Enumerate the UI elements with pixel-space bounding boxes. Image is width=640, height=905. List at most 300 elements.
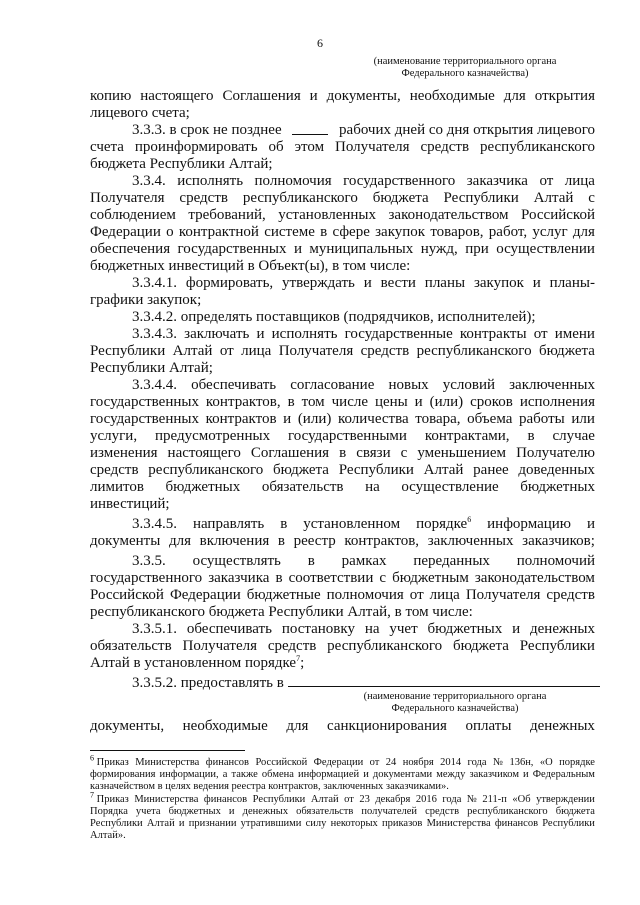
word: обмена: [261, 769, 294, 780]
word: силу: [305, 818, 327, 829]
word: предусмотренных: [154, 428, 271, 444]
word: документы: [90, 533, 161, 549]
word: заказчиком: [469, 769, 519, 780]
word: исполнять: [271, 326, 338, 342]
text-line: [90, 190, 595, 207]
word: реестр: [293, 533, 336, 549]
word: также: [231, 769, 258, 780]
word: Республики: [443, 190, 519, 206]
text-line: [90, 587, 595, 604]
word: бюджетных: [168, 806, 221, 817]
word: Алтай: [146, 818, 175, 829]
word: Российской: [521, 207, 595, 223]
page-number: 6: [317, 36, 323, 50]
word: согласование: [290, 377, 375, 393]
word: получателей: [361, 806, 418, 817]
word: и: [228, 806, 235, 817]
word: финансов: [494, 818, 539, 829]
word: порядке: [559, 757, 595, 768]
word: работ,: [488, 224, 528, 240]
text-line: [132, 674, 595, 692]
word: Федерации: [90, 224, 161, 240]
word: Министерства: [134, 794, 199, 805]
word: информации,: [159, 769, 219, 780]
word: Министерства: [426, 818, 491, 829]
word: порядке: [416, 516, 468, 532]
word: товаров,: [430, 224, 484, 240]
caption-line: Федерального казначейства): [401, 68, 529, 79]
word: и: [532, 275, 541, 291]
word: и: [363, 275, 372, 291]
word: доведенных: [518, 462, 595, 478]
word: с: [400, 445, 408, 461]
word: 211-п: [482, 794, 507, 805]
clause-3-3-3-end: рабочих дней со дня открытия лицевого: [339, 122, 595, 138]
word: Соглашения: [250, 445, 330, 461]
text-line: бюджета Республики Алтай;: [90, 156, 273, 172]
word: года: [442, 794, 462, 805]
word: лица: [429, 587, 460, 603]
word: переданных: [413, 553, 490, 569]
word: средств: [360, 343, 410, 359]
word: и: [363, 769, 369, 780]
word: счета: [90, 139, 124, 155]
word: средств: [179, 190, 228, 206]
word: о: [166, 224, 174, 240]
word: обеспечения: [90, 241, 171, 257]
word: с: [379, 570, 387, 586]
word: Республики: [338, 462, 414, 478]
word: настоящего: [167, 445, 241, 461]
word: и: [283, 411, 292, 427]
text-line: лицевого счета;: [90, 105, 190, 121]
text-line: [132, 621, 595, 638]
word: республиканского: [467, 806, 548, 817]
word: настоящего: [140, 88, 214, 104]
text-line: [90, 655, 595, 672]
word: и: [414, 394, 423, 410]
word: Алтай: [423, 462, 464, 478]
footnote-7-line: [90, 806, 595, 818]
word: Получателя: [465, 587, 541, 603]
word: услуги,: [90, 428, 138, 444]
word: обеспечивать: [191, 377, 277, 393]
word: открытия: [534, 88, 595, 104]
text-line: [90, 570, 595, 587]
word: средств: [267, 638, 317, 654]
word: бюджетных: [427, 621, 503, 637]
text-line: бюджетных инвестиций в Объект(ы), в том числе:: [90, 258, 411, 274]
footnote-ref-7: 7: [296, 654, 301, 663]
word: и: [256, 326, 265, 342]
word: осуществление: [401, 479, 499, 495]
word: заключать: [184, 326, 250, 342]
word: установленном: [303, 516, 401, 532]
word: Алтай в установленном порядке: [90, 655, 297, 671]
word: денежных: [242, 806, 289, 817]
word: денежных: [529, 718, 595, 734]
word: Федерации: [313, 757, 364, 768]
text-line: [132, 377, 595, 394]
text-line: [90, 428, 595, 445]
word: нужд,: [420, 241, 458, 257]
text-line: [90, 394, 595, 411]
word: формировать,: [185, 275, 274, 291]
word: законодательством: [474, 570, 595, 586]
word: информацией: [297, 769, 360, 780]
word: контрактами,: [424, 428, 510, 444]
word: государственных: [177, 241, 287, 257]
word: Российской: [90, 587, 164, 603]
word: документами: [372, 769, 433, 780]
word: заключенных: [509, 377, 595, 393]
word: года: [467, 757, 487, 768]
word: Федерации: [169, 587, 241, 603]
word: денежных: [530, 621, 595, 637]
word: закупок: [375, 224, 426, 240]
word: информацию: [487, 516, 571, 532]
word: «О: [539, 757, 553, 768]
word: Приказ: [96, 757, 129, 768]
word: между: [436, 769, 466, 780]
word: Республики: [90, 818, 143, 829]
word: новых: [388, 377, 429, 393]
word: государственными: [287, 428, 407, 444]
footnote-7-line: [90, 818, 595, 830]
word: осуществлении: [496, 241, 595, 257]
word: имени: [554, 326, 595, 342]
word: лимитов: [90, 479, 144, 495]
word: законодательством: [388, 207, 509, 223]
text-line: [132, 326, 595, 343]
word: (или): [429, 394, 464, 410]
footnote-7-first: [90, 790, 129, 806]
footnote-divider: [90, 750, 245, 751]
word: бюджетным: [392, 570, 469, 586]
word: учета: [135, 806, 161, 817]
text-line: 3.3.4.2. определять поставщиков (подрядчиков, исполнителей);: [132, 309, 536, 325]
word: средств: [420, 139, 470, 155]
word: государственных: [90, 394, 199, 410]
footnote-6-line: [90, 769, 595, 781]
word: планы: [424, 275, 466, 291]
word: в: [339, 445, 347, 461]
word: утверждении: [536, 794, 595, 805]
word: Приказ: [96, 794, 129, 805]
word: для: [503, 88, 526, 104]
word: 3.3.4.: [132, 173, 166, 189]
word: 3.3.4.4.: [132, 377, 177, 393]
word: соблюдением: [90, 207, 176, 223]
text-line: графики закупок;: [90, 292, 202, 308]
word: бюджета: [538, 343, 595, 359]
word: Республики: [519, 638, 595, 654]
word: бюджета: [555, 806, 595, 817]
word: требований,: [188, 207, 266, 223]
word: вести: [380, 275, 416, 291]
caption-line: (наименование территориального органа: [363, 691, 547, 702]
word: в: [277, 533, 285, 549]
word: от: [219, 343, 234, 359]
word: средств: [425, 806, 460, 817]
caption-territorial-body-mid: [330, 691, 580, 715]
word: бюджета: [273, 462, 329, 478]
word: республиканского: [148, 462, 264, 478]
word: 23: [359, 794, 370, 805]
word: признании: [188, 818, 237, 829]
text-line: [132, 275, 595, 292]
word: Федеральным: [532, 769, 595, 780]
word: №: [466, 794, 477, 805]
text-line: республиканского бюджета Республики Алтай, в том числе:: [90, 604, 473, 620]
word: заказчика: [208, 570, 270, 586]
word: заказчика: [466, 173, 528, 189]
word-with-footnote: [416, 516, 471, 533]
word: №: [492, 757, 503, 768]
word: включения: [199, 533, 270, 549]
word: для: [168, 533, 191, 549]
word: приказов: [381, 818, 423, 829]
word: декабря: [375, 794, 411, 805]
word: республиканского: [479, 139, 595, 155]
word: закупок: [473, 275, 524, 291]
word: на: [364, 621, 380, 637]
word: а: [222, 769, 228, 780]
word: и: [586, 516, 595, 532]
footnote-7-line: [90, 790, 595, 806]
word: (или): [297, 411, 332, 427]
word: республиканского: [416, 343, 532, 359]
word: 3.3.5.1.: [132, 621, 177, 637]
text-line: [132, 173, 595, 190]
word: услуг: [532, 224, 568, 240]
word: планы-: [549, 275, 595, 291]
word: системе: [264, 224, 315, 240]
word: Получателю: [516, 445, 595, 461]
word: от: [344, 794, 354, 805]
word: Порядка: [90, 806, 128, 817]
footnote-marker-7: 7: [90, 790, 94, 800]
word: соответствии: [288, 570, 374, 586]
word: на: [365, 479, 380, 495]
text-line: [90, 462, 595, 479]
word: Соглашения: [222, 88, 301, 104]
word: бюджета: [452, 638, 509, 654]
caption-territorial-body-top: [360, 56, 570, 80]
word: в: [307, 553, 315, 569]
word: Получателя: [278, 343, 354, 359]
word: 3.3.4.3.: [132, 326, 177, 342]
word: условий: [442, 377, 496, 393]
text-line: [90, 479, 595, 496]
word: копию: [90, 88, 132, 104]
word: средств: [546, 587, 595, 603]
word: проинформировать: [134, 139, 258, 155]
word: осуществлять: [192, 553, 281, 569]
word: обеспечивать: [186, 621, 272, 637]
word: обязательств: [296, 806, 354, 817]
word: от: [539, 173, 554, 189]
blank-territorial-body-field: [288, 674, 600, 687]
word: документы,: [90, 718, 165, 734]
word: ноября: [402, 757, 434, 768]
word: обязательств: [90, 638, 172, 654]
word: в: [280, 516, 288, 532]
footnote-7-line: Алтай».: [90, 830, 126, 841]
word: контрактов: [205, 411, 277, 427]
word: Республики: [90, 343, 166, 359]
text-line: [90, 241, 595, 258]
word: контрактной: [178, 224, 259, 240]
word: лица: [564, 173, 595, 189]
word: для: [286, 718, 309, 734]
word: или: [571, 411, 595, 427]
word: государственного: [90, 570, 203, 586]
footnote-ref-6: 6: [467, 515, 472, 524]
text-line: инвестиций;: [90, 496, 170, 512]
word: бюджетных: [165, 479, 241, 495]
word: Российской: [255, 757, 308, 768]
word: утверждать: [282, 275, 355, 291]
word: работы: [519, 411, 565, 427]
word: рамках: [341, 553, 387, 569]
word: формирования: [90, 769, 156, 780]
word: цены: [374, 394, 408, 410]
text-line: [90, 224, 595, 241]
word: бюджетных: [520, 479, 595, 495]
text-line: [90, 139, 595, 156]
word: финансов: [203, 794, 248, 805]
word: и: [293, 241, 302, 257]
word: контрактов,: [344, 533, 420, 549]
word: связи: [356, 445, 391, 461]
word: оплаты: [465, 718, 512, 734]
word: исполнять: [177, 173, 244, 189]
word: количества: [337, 411, 409, 427]
word: заказчиков;: [522, 533, 595, 549]
text-line: [132, 553, 595, 570]
word: от: [533, 326, 548, 342]
caption-line: Федерального казначейства): [391, 703, 519, 714]
word: в: [287, 394, 295, 410]
clause-3-3-5-2: 3.3.5.2. предоставлять в: [132, 675, 284, 691]
text-line: [90, 343, 595, 360]
text-line: [90, 638, 595, 655]
word: уменьшением: [417, 445, 507, 461]
word: направлять: [192, 516, 265, 532]
word: некоторых: [330, 818, 378, 829]
word: с: [588, 190, 595, 206]
word: «Об: [512, 794, 531, 805]
word: контрактов,: [205, 394, 281, 410]
word: и: [309, 88, 318, 104]
word: изменения: [90, 445, 158, 461]
blank-days-field: [292, 122, 328, 135]
word: государственные: [344, 326, 453, 342]
text-line: [132, 516, 595, 533]
word: ранее: [473, 462, 509, 478]
text-line: [90, 718, 595, 735]
word: заключенных: [427, 533, 514, 549]
text-line: [90, 533, 595, 550]
word: этом: [294, 139, 325, 155]
word: том: [301, 394, 325, 410]
text-line: [132, 122, 595, 139]
caption-line: (наименование территориального органа: [373, 56, 557, 67]
word: для: [572, 224, 595, 240]
word: 3.3.4.5.: [132, 516, 177, 532]
word: необходимые: [182, 718, 268, 734]
word: объема: [467, 411, 513, 427]
word: товара,: [415, 411, 461, 427]
word: санкционирования: [326, 718, 447, 734]
word: в: [320, 224, 328, 240]
word: государственного: [343, 173, 456, 189]
word: Республики: [252, 794, 306, 805]
word: утратившими: [240, 818, 302, 829]
punct: ;: [300, 655, 305, 671]
word: установленных: [278, 207, 376, 223]
word: учет: [389, 621, 418, 637]
word: полномочия: [254, 173, 332, 189]
word: Алтай: [310, 794, 339, 805]
word: контракты: [459, 326, 527, 342]
word: в: [527, 428, 535, 444]
text-line: [90, 445, 595, 462]
text-line: [90, 88, 595, 105]
word: от: [369, 757, 380, 768]
word: обязательств: [261, 479, 344, 495]
word: об: [268, 139, 284, 155]
word: постановку: [281, 621, 355, 637]
word: 3.3.4.1.: [132, 275, 177, 291]
word: Получателя: [335, 139, 410, 155]
word: 24: [385, 757, 397, 768]
word: 2014: [440, 757, 462, 768]
word: при: [465, 241, 489, 257]
word: полномочий: [516, 553, 595, 569]
word: бюджетные: [246, 587, 321, 603]
word: 3.3.5.: [132, 553, 166, 569]
footnote-marker-6: 6: [90, 753, 94, 763]
word: в: [275, 570, 283, 586]
word: Получателя: [182, 638, 258, 654]
word: Республики: [542, 818, 595, 829]
word: 136н,: [509, 757, 534, 768]
word: государственных: [90, 411, 199, 427]
word: от: [409, 587, 424, 603]
word: случае: [552, 428, 595, 444]
word: документы,: [326, 88, 401, 104]
word: исполнения: [519, 394, 595, 410]
word: Алтай: [533, 190, 574, 206]
word: числе: [331, 394, 368, 410]
word: Министерства: [135, 757, 200, 768]
word: Получателя: [90, 190, 165, 206]
word: лица: [241, 343, 272, 359]
word: средств: [90, 462, 139, 478]
footnote-6-line: [90, 753, 595, 769]
word: сфере: [332, 224, 370, 240]
word: республиканского: [327, 638, 443, 654]
word: и: [512, 621, 521, 637]
word: полномочия: [326, 587, 404, 603]
word: республиканского: [242, 190, 358, 206]
word: 2016: [415, 794, 437, 805]
text-line: [90, 411, 595, 428]
text-line: Республики Алтай;: [90, 360, 213, 376]
word: и: [178, 818, 185, 829]
